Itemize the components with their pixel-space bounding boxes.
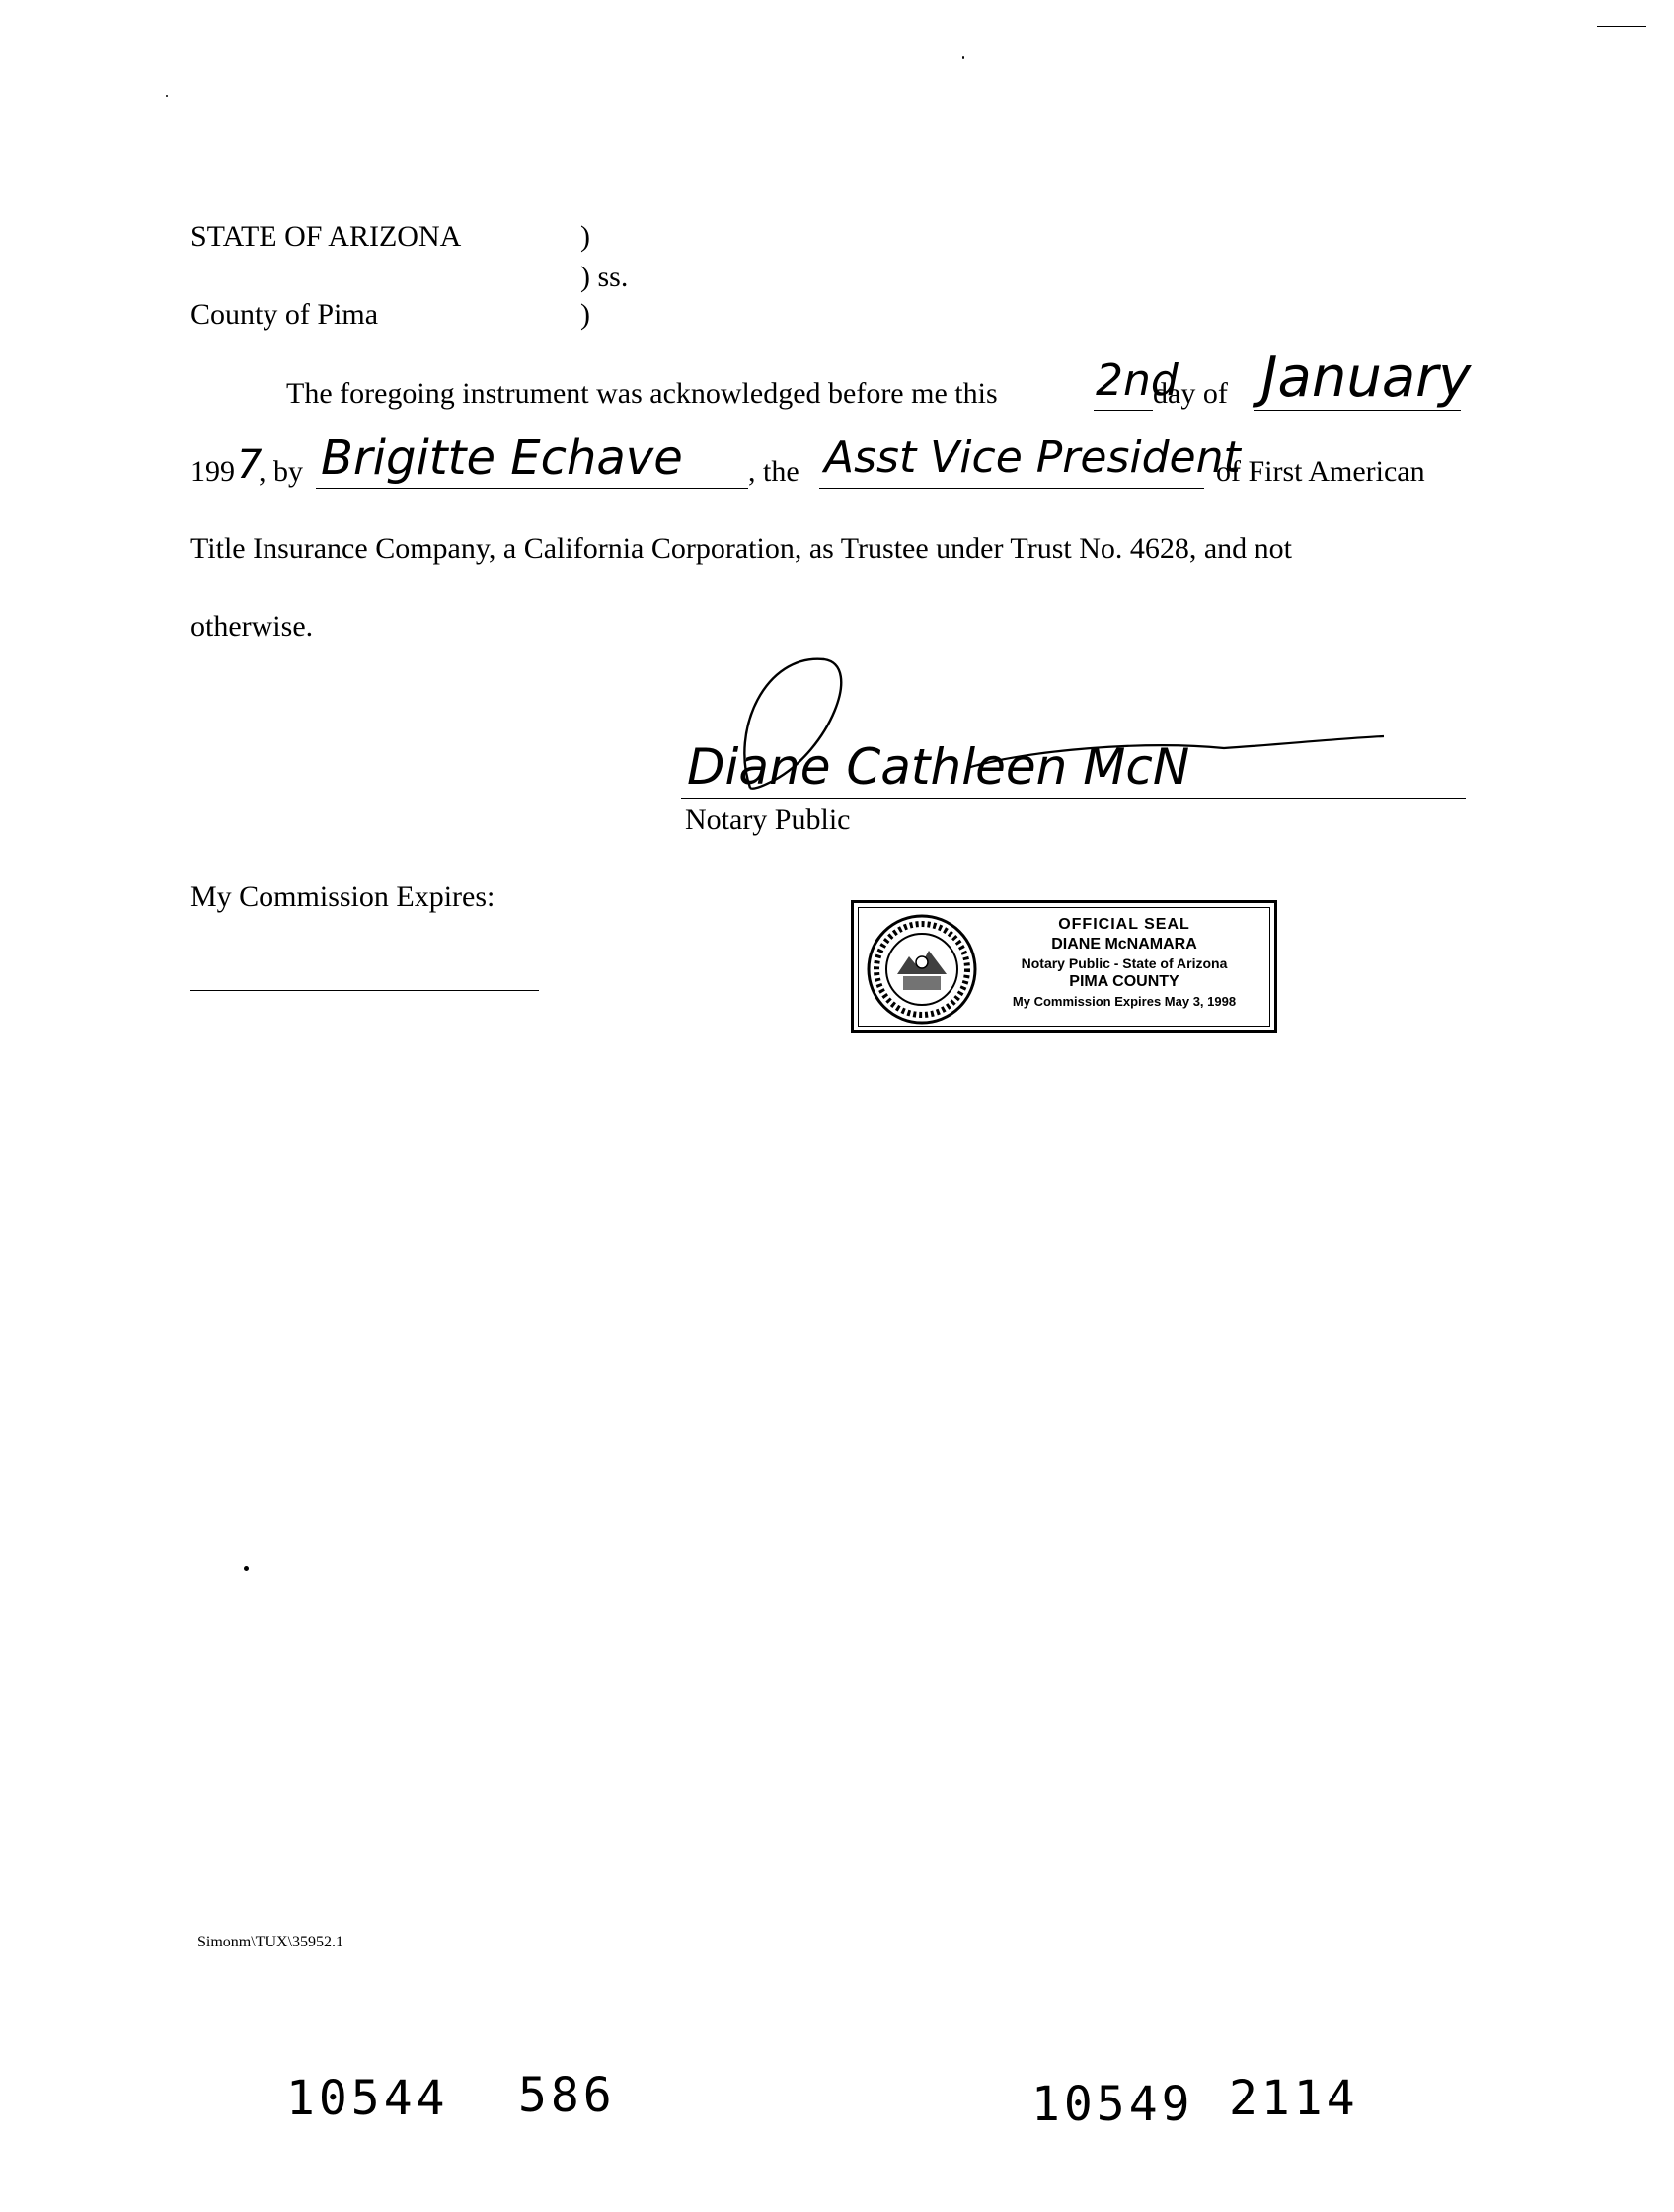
scan-edge-mark [1597,26,1646,27]
seal-line-1: OFFICIAL SEAL [1058,916,1190,933]
ack-line3: Title Insurance Company, a California Corporation, as Trustee under Trust No. 4628, and not [190,532,1293,565]
venue-paren-3: ) [580,298,590,331]
commission-expires-line [190,990,539,991]
signer-title-line [819,488,1204,489]
notary-signature-line [681,798,1466,799]
venue-paren-1: ) [580,220,590,253]
day-blank-line [1094,410,1153,411]
recording-stamp-left-page: 586 [518,2068,616,2123]
notary-signature-handwritten: Diane Cathleen McN [687,738,1190,796]
month-blank-line [1254,410,1461,411]
recording-stamp-left-docket: 10544 [286,2071,449,2126]
day-handwritten: 2nd [1096,355,1179,406]
the-label: , the [748,455,799,488]
ack-line2-suffix: of First American [1216,455,1425,488]
seal-line-5: My Commission Expires May 3, 1998 [1012,994,1237,1009]
year-prefix: 199 [190,455,235,488]
recording-stamp-right-docket: 10549 [1031,2077,1194,2132]
file-reference: Simonm\TUX\35952.1 [197,1934,344,1950]
ack-line1-mid: day of [1153,377,1228,410]
county-label: County of Pima [190,298,379,331]
seal-line-4: PIMA COUNTY [1069,973,1179,990]
seal-line-2: DIANE McNAMARA [1051,936,1197,953]
recording-stamp-right-page: 2114 [1229,2071,1359,2126]
signer-name-line [316,488,748,489]
year-handwritten: 7 [237,442,263,488]
signer-title-handwritten: Asst Vice President [824,432,1241,483]
scan-speck [166,95,168,97]
notary-public-label: Notary Public [685,803,851,836]
month-handwritten: January [1261,345,1472,410]
signer-name-handwritten: Brigitte Echave [321,430,683,486]
scan-speck [962,56,964,59]
by-label: , by [259,455,303,488]
scan-speck [244,1566,249,1571]
venue-ss-label: ) ss. [580,261,629,293]
official-seal-stamp [851,900,1277,1033]
commission-expires-label: My Commission Expires: [190,880,495,913]
ack-line4: otherwise. [190,610,314,643]
arizona-seal-emblem [864,911,980,1028]
seal-line-3: Notary Public - State of Arizona [1021,955,1228,971]
state-label: STATE OF ARIZONA [190,220,462,253]
ack-line1-prefix: The foregoing instrument was acknowledged before me this [286,377,998,410]
